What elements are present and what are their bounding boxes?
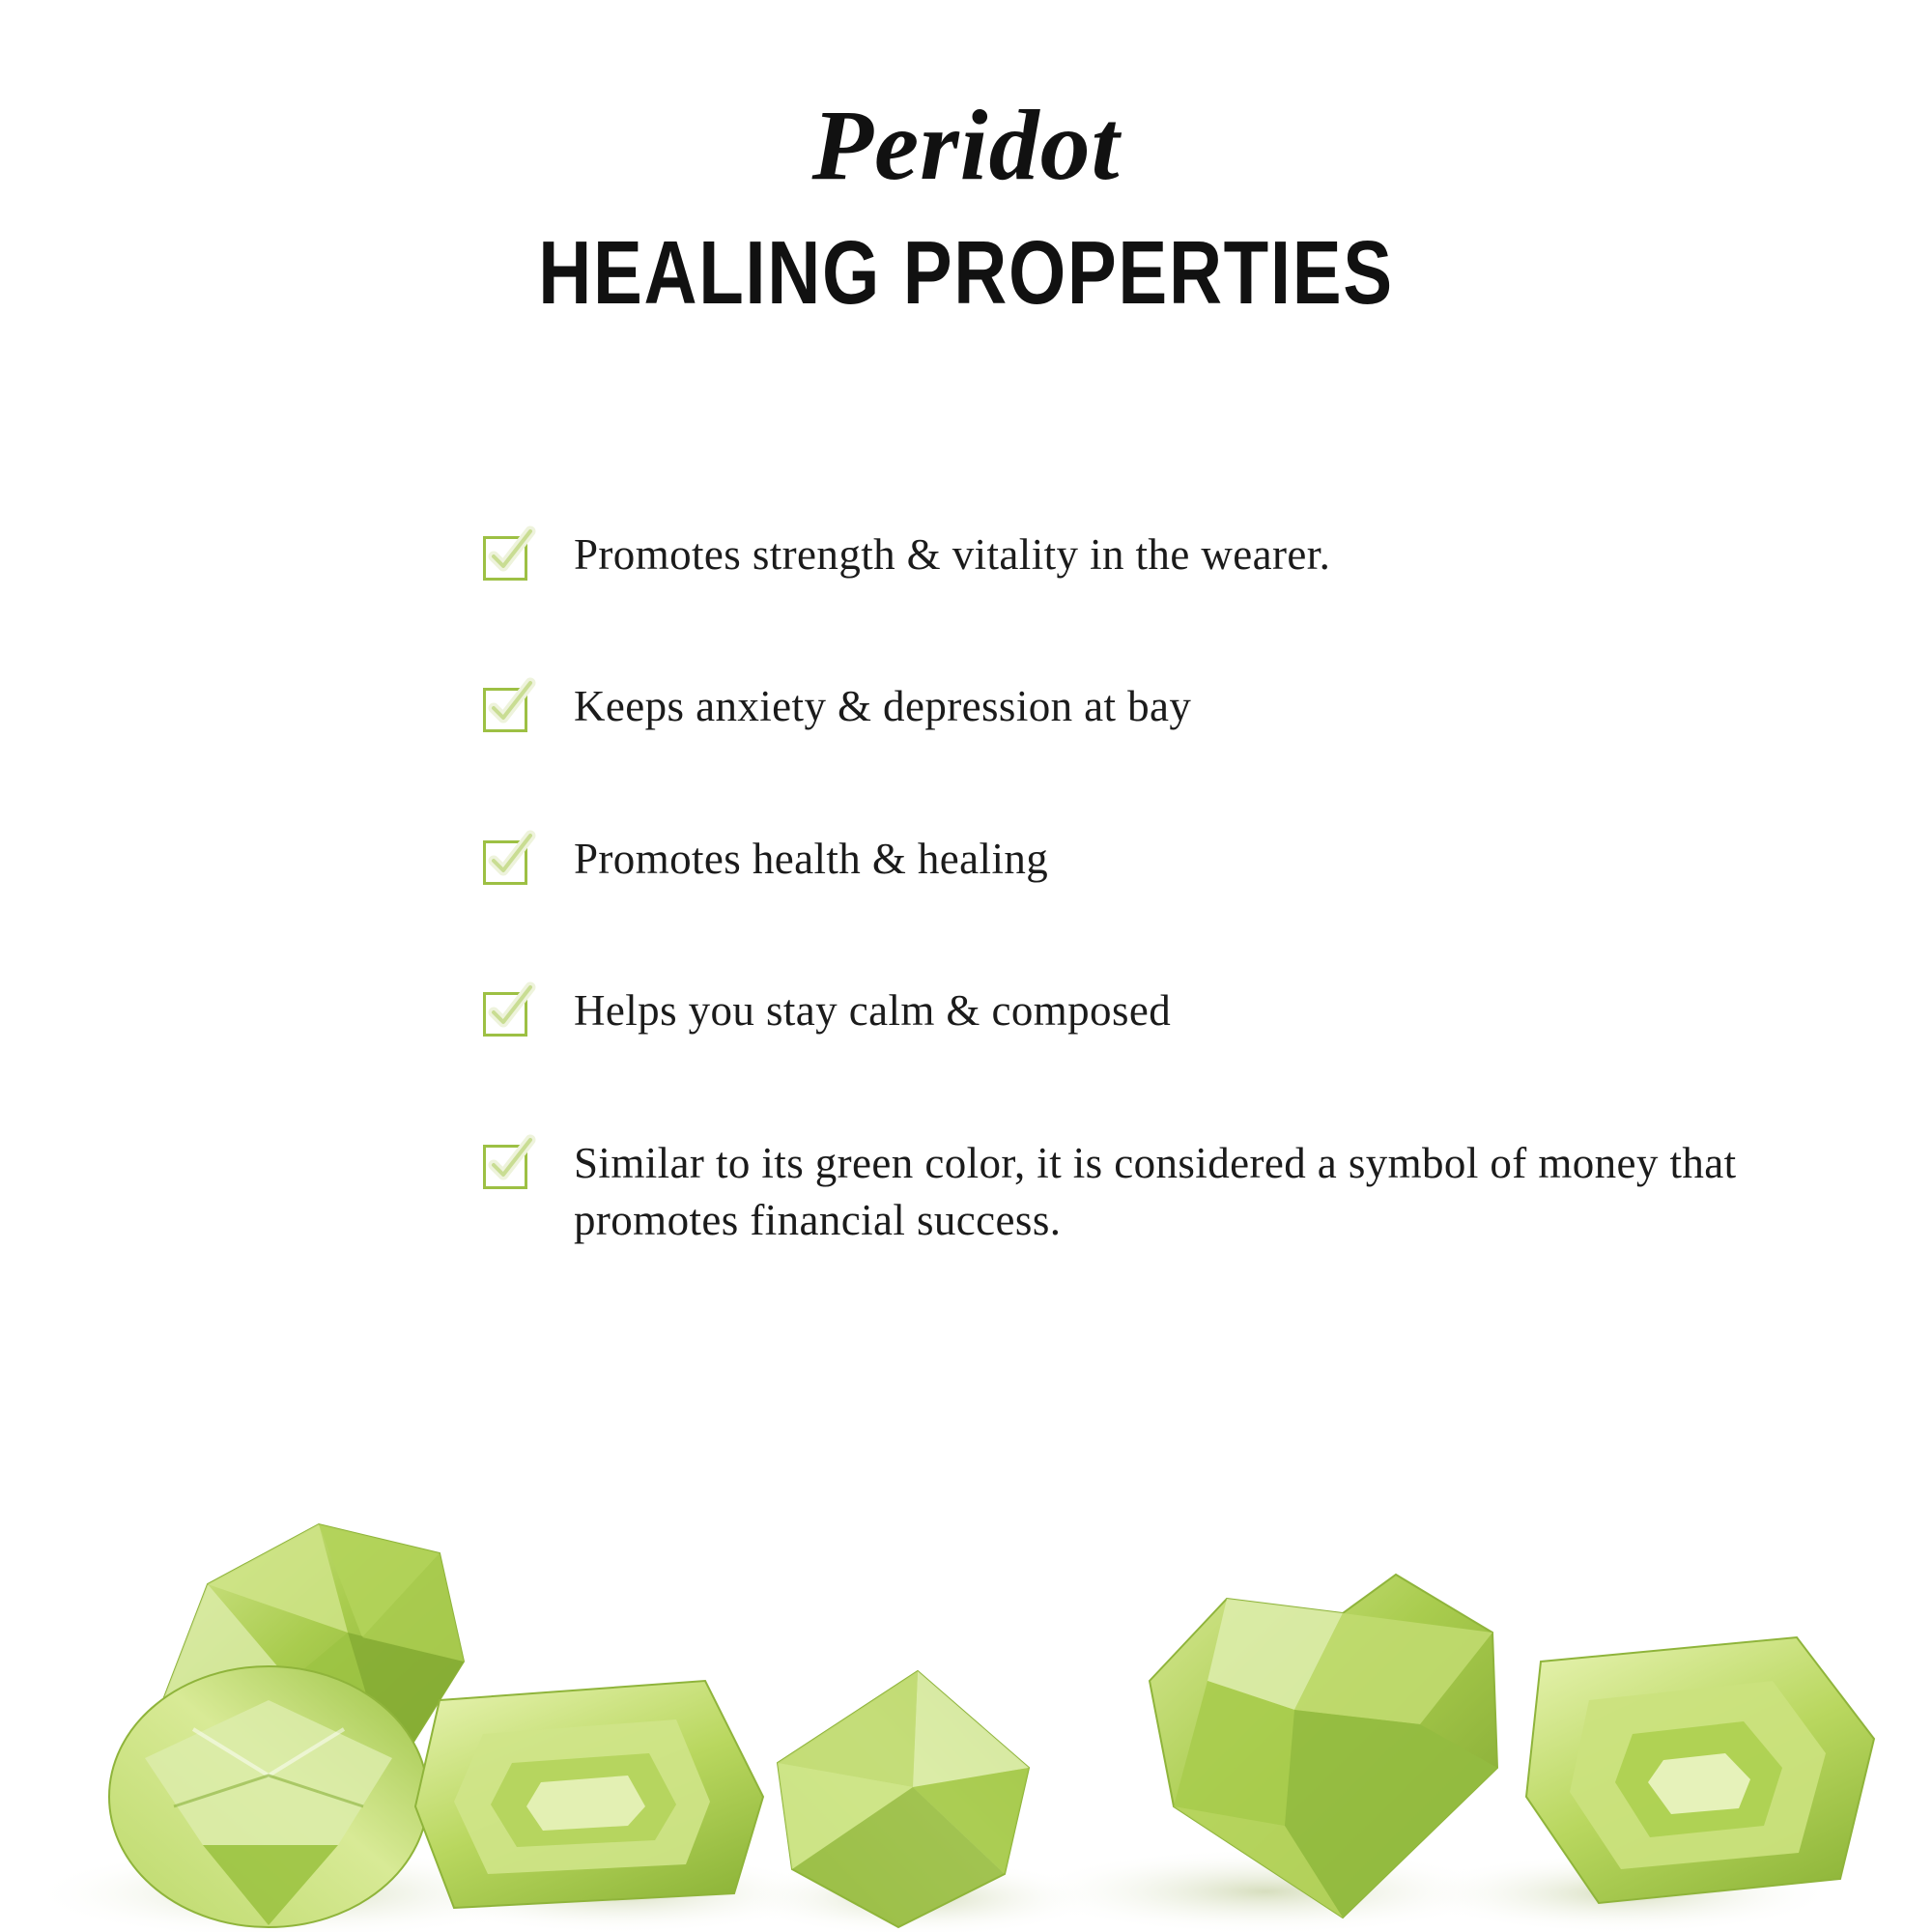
list-item (483, 678, 1797, 735)
list-item (483, 982, 1797, 1039)
checkbox-checked-icon (483, 1145, 527, 1189)
list-item (483, 831, 1797, 888)
list-item-label: Promotes health & healing (574, 834, 1049, 883)
checkbox-checked-icon (483, 688, 527, 732)
title-block (0, 90, 1932, 324)
list-item-label: Helps you stay calm & composed (574, 986, 1172, 1036)
emerald-cut-gem (415, 1681, 763, 1908)
checkbox-checked-icon (483, 536, 527, 581)
page-title-main: HEALING PROPERTIES (538, 222, 1394, 324)
list-item-label: Promotes strength & vitality in the wearer. (574, 530, 1331, 579)
checkbox-checked-icon (483, 840, 527, 885)
round-cut-gem (109, 1666, 428, 1927)
list-item (483, 1135, 1797, 1250)
checkbox-checked-icon (483, 992, 527, 1037)
square-cut-gem (1526, 1637, 1874, 1903)
list-item (483, 526, 1797, 583)
list-item-label: Similar to its green color, it is considered a symbol of money that promotes financial success. (574, 1138, 1737, 1244)
peridot-gemstones-image (0, 1391, 1932, 1932)
healing-properties-list (483, 526, 1797, 1249)
page-title-script: Peridot (811, 90, 1121, 201)
list-item-label: Keeps anxiety & depression at bay (574, 682, 1192, 731)
